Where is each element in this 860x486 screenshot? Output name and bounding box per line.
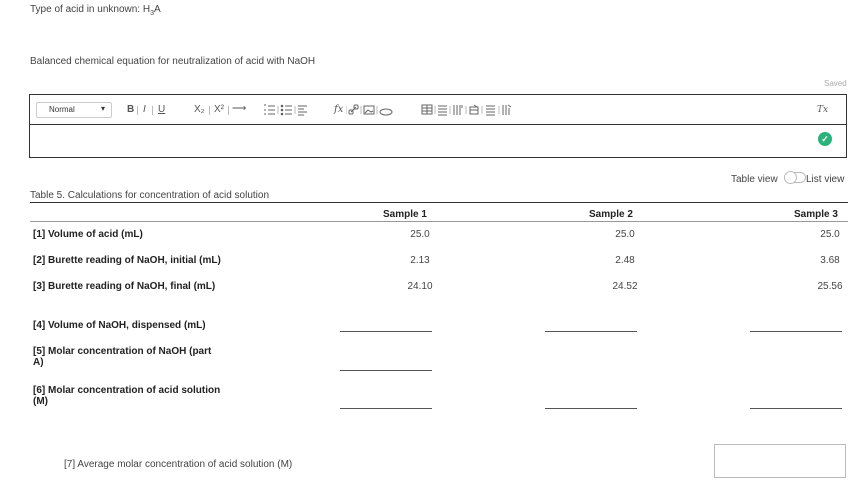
table-top-rule xyxy=(30,202,848,203)
chevron-down-icon: ▾ xyxy=(100,104,105,113)
clear-format-button[interactable]: Tx xyxy=(817,105,829,115)
table-cell: 24.10 xyxy=(407,281,433,292)
answer-blank[interactable] xyxy=(750,331,842,332)
table-buttons xyxy=(420,103,530,117)
table-cell: 2.13 xyxy=(410,255,430,266)
column-header-sample-1: Sample 1 xyxy=(383,209,427,220)
table-cell: 25.56 xyxy=(817,281,843,292)
table-cell: 25.0 xyxy=(820,229,840,240)
answer-blank[interactable] xyxy=(545,331,637,332)
ordered-list-icon[interactable] xyxy=(264,105,275,114)
label-line: [6] Molar concentration of acid solution xyxy=(33,385,221,396)
table-cell: 2.48 xyxy=(615,255,635,266)
format-select-value: Normal xyxy=(49,105,75,114)
table-icon[interactable] xyxy=(422,105,432,114)
toolbar-divider xyxy=(209,106,210,115)
table-view-label: Table view xyxy=(731,174,778,185)
answer-blank[interactable] xyxy=(340,331,432,332)
format-select[interactable] xyxy=(36,102,112,118)
column-header-sample-3: Sample 3 xyxy=(794,209,838,220)
acid-type-label: Type of acid in unknown: H xyxy=(30,4,151,15)
bold-button[interactable]: B xyxy=(127,104,135,115)
table-caption: Table 5. Calculations for concentration of acid solution xyxy=(30,190,270,201)
check-icon: ✓ xyxy=(818,132,832,146)
italic-button[interactable]: I xyxy=(143,104,146,115)
table-cell: 3.68 xyxy=(820,255,840,266)
row-label-burette-final: [3] Burette reading of NaOH, final (mL) xyxy=(33,281,216,292)
image-icon[interactable] xyxy=(364,106,374,114)
underline-button[interactable]: U xyxy=(158,104,166,115)
delete-row-icon[interactable] xyxy=(486,106,495,115)
delete-column-icon[interactable] xyxy=(503,105,511,115)
label-line: [5] Molar concentration of NaOH (part xyxy=(33,346,212,357)
unordered-list-icon[interactable] xyxy=(281,105,292,115)
toolbar-divider xyxy=(228,106,229,115)
average-concentration-label: [7] Average molar concentration of acid solution (M) xyxy=(64,459,293,470)
row-label-naoh-concentration xyxy=(33,346,211,368)
editor-content-area[interactable] xyxy=(30,126,810,156)
acid-type-text xyxy=(30,4,161,17)
align-icon[interactable] xyxy=(298,106,307,115)
table-cell: 24.52 xyxy=(612,281,638,292)
saved-status: Saved xyxy=(824,79,847,88)
average-concentration-input[interactable] xyxy=(714,444,846,478)
attach-icon[interactable] xyxy=(380,109,392,115)
list-view-label: List view xyxy=(806,174,845,185)
arrow-right-icon[interactable]: ⟶ xyxy=(232,103,247,114)
table-cell: 25.0 xyxy=(615,229,635,240)
insert-column-icon[interactable] xyxy=(454,105,462,115)
acid-type-subscript: 3 xyxy=(150,10,154,17)
insert-buttons xyxy=(346,103,406,117)
row-label-volume-acid: [1] Volume of acid (mL) xyxy=(33,229,143,240)
answer-blank[interactable] xyxy=(750,408,842,409)
link-icon[interactable] xyxy=(349,105,358,114)
view-toggle[interactable] xyxy=(784,172,806,183)
formula-button[interactable]: fx xyxy=(334,104,344,115)
header-rule xyxy=(30,221,848,222)
table-cell: 25.0 xyxy=(410,229,430,240)
label-line: A) xyxy=(33,357,44,368)
delete-table-icon[interactable] xyxy=(470,105,478,114)
row-label-naoh-dispensed: [4] Volume of NaOH, dispensed (mL) xyxy=(33,320,206,331)
equation-prompt: Balanced chemical equation for neutralization of acid with NaOH xyxy=(30,56,316,67)
row-label-acid-concentration xyxy=(33,385,220,407)
insert-row-icon[interactable] xyxy=(438,106,447,115)
toolbar-divider xyxy=(152,106,153,115)
list-buttons xyxy=(264,104,308,116)
label-line: (M) xyxy=(33,396,48,407)
row-label-burette-initial: [2] Burette reading of NaOH, initial (mL) xyxy=(33,255,221,266)
answer-blank[interactable] xyxy=(340,370,432,371)
subscript-button[interactable]: X₂ xyxy=(194,104,205,115)
superscript-button[interactable]: X² xyxy=(214,104,224,115)
toolbar-divider xyxy=(137,106,138,115)
toggle-knob xyxy=(784,171,797,184)
answer-blank[interactable] xyxy=(545,408,637,409)
acid-type-tail: A xyxy=(153,4,161,15)
answer-blank[interactable] xyxy=(340,408,432,409)
column-header-sample-2: Sample 2 xyxy=(589,209,633,220)
